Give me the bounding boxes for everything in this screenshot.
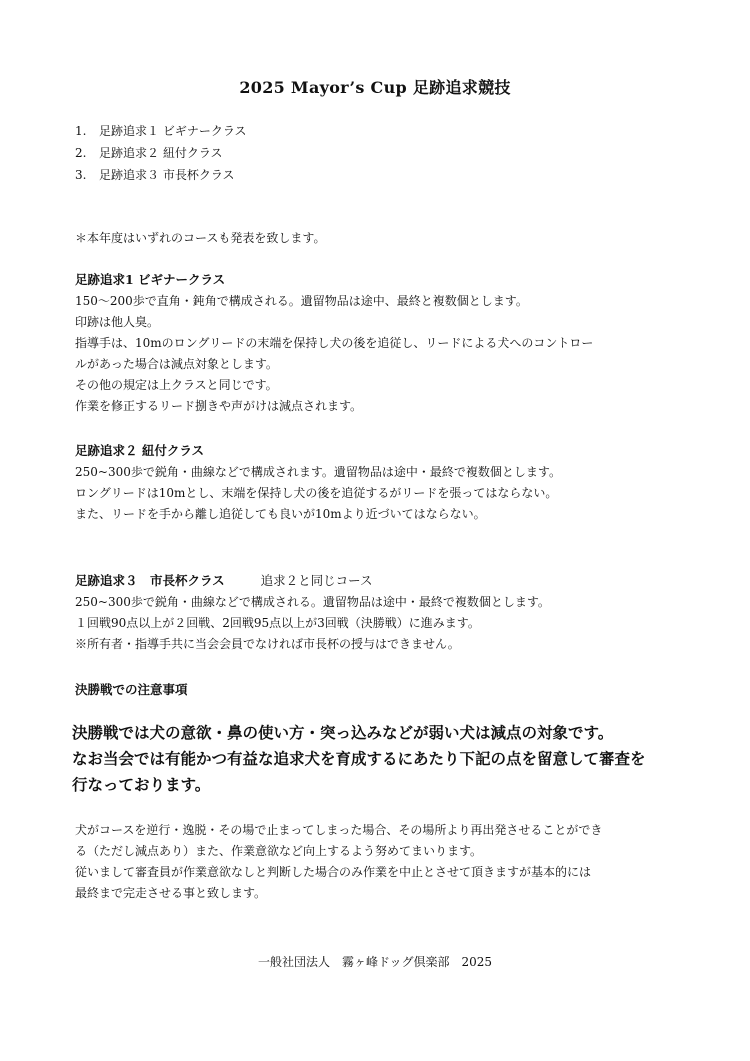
- closing-block: [75, 820, 685, 904]
- section-line: その他の規定は上クラスと同じです。: [75, 378, 278, 392]
- section-leash: [75, 440, 685, 525]
- section-line: ※所有者・指導手共に当会会員でなければ市長杯の授与はできません。: [75, 637, 460, 651]
- announcement-text: ＊本年度はいずれのコースも発表を致します。: [75, 231, 326, 245]
- closing-line: 従いまして審査員が作業意欲なしと判断した場合のみ作業を中止とさせて頂きますが基本的には: [75, 865, 592, 879]
- emphasis-block: [72, 720, 692, 798]
- section-beginner: [75, 269, 685, 417]
- emphasis-line: 行なっております。: [72, 775, 211, 794]
- closing-line: 犬がコースを逆行・逸脱・その場で止まってしまった場合、その場所より再出発させることができ: [75, 823, 603, 837]
- final-notes-heading: 決勝戦での注意事項: [75, 682, 188, 697]
- class-list: [75, 120, 246, 186]
- section-note: 追求２と同じコース: [260, 573, 373, 588]
- section-heading: 足跡追求1 ビギナークラス: [75, 272, 226, 287]
- section-line: 250~300歩で鋭角・曲線などで構成されます。遺留物品は途中・最終で複数個とします。: [75, 465, 561, 479]
- list-text: 足跡追求１ ビギナークラス: [99, 124, 247, 138]
- section-heading: 足跡追求２ 紐付クラス: [75, 443, 204, 458]
- closing-line: る（ただし減点あり）また、作業意欲など向上するよう努めてまいります。: [75, 844, 483, 858]
- section-heading-text: 足跡追求３ 市長杯クラス: [75, 573, 225, 588]
- section-line: また、リードを手から離し追従しても良いが10mより近づいてはならない。: [75, 507, 486, 521]
- closing-line: 最終まで完走させる事と致します。: [75, 886, 267, 900]
- page-title: 2025 Mayor’s Cup 足跡追求競技: [239, 78, 511, 97]
- footer-signature: 一般社団法人 霧ヶ峰ドッグ倶楽部 2025: [257, 955, 493, 969]
- list-text: 足跡追求３ 市長杯クラス: [99, 168, 235, 182]
- emphasis-line: 決勝戦では犬の意欲・鼻の使い方・突っ込みなどが弱い犬は減点の対象です。: [72, 723, 614, 742]
- announcement: [75, 228, 685, 249]
- section-line: ロングリードは10mとし、末端を保持し犬の後を追従するがリードを張ってはならない。: [75, 486, 558, 500]
- section-line: 印跡は他人臭。: [75, 315, 160, 329]
- emphasis-line: なお当会では有能かつ有益な追求犬を育成するにあたり下記の点を留意して審査を: [72, 749, 646, 768]
- section-line: １回戦90点以上が２回戦、2回戦95点以上が3回戦（決勝戦）に進みます。: [75, 616, 480, 630]
- list-number: 1.: [75, 124, 87, 138]
- section-heading: [75, 570, 685, 592]
- list-item: [75, 164, 246, 186]
- section-line: 150〜200歩で直角・鈍角で構成される。遺留物品は途中、最終と複数個とします。: [75, 294, 528, 308]
- list-item: [75, 142, 246, 164]
- section-line: 作業を修正するリード捌きや声がけは減点されます。: [75, 399, 363, 413]
- section-line: 250~300歩で鋭角・曲線などで構成される。遺留物品は途中・最終で複数個とします。: [75, 595, 550, 609]
- section-line: ルがあった場合は減点対象とします。: [75, 357, 278, 371]
- final-notes-heading-block: [75, 679, 685, 701]
- section-mayor: [75, 570, 685, 655]
- list-number: 3.: [75, 168, 87, 182]
- list-item: [75, 120, 246, 142]
- list-number: 2.: [75, 146, 87, 160]
- list-text: 足跡追求２ 紐付クラス: [99, 146, 223, 160]
- section-line: 指導手は、10mのロングリードの末端を保持し犬の後を追従し、リードによる犬へのコントロー: [75, 336, 594, 350]
